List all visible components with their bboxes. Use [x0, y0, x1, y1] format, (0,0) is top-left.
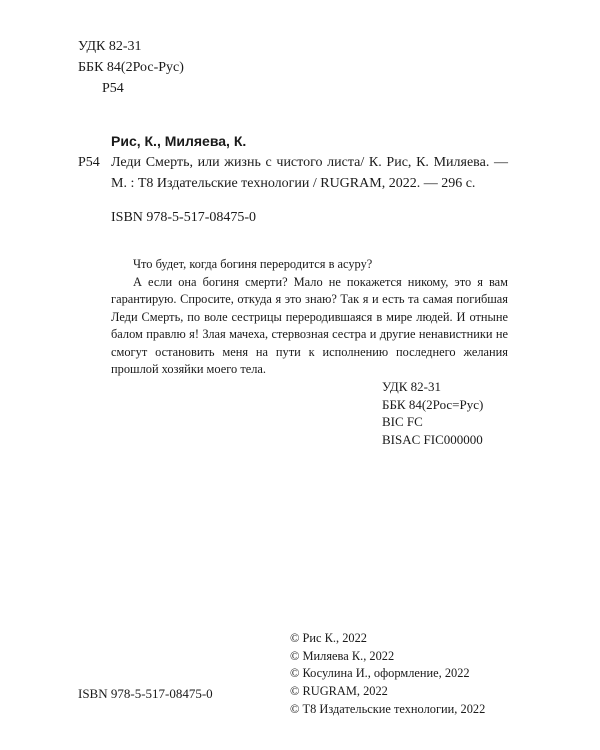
bibliographic-record	[78, 131, 508, 228]
isbn-bottom: ISBN 978-5-517-08475-0	[78, 686, 213, 701]
annotation-question: Что будет, когда богиня переродится в асуру?	[133, 257, 373, 271]
annotation	[111, 256, 508, 379]
record-authors: Рис, К., Миляева, К.	[111, 133, 247, 149]
classification-codes	[382, 378, 483, 448]
copyright-line: © Т8 Издательские технологии, 2022	[290, 701, 486, 716]
copyright-line: © Рис К., 2022	[290, 631, 367, 645]
bic-code: BIC FC	[382, 414, 423, 429]
annotation-body: А если она богиня смерти? Мало не покажется никому, это я вам гарантирую. Спросите, откуда я это знаю? Так я и есть та самая погибшая Леди Смерть, по воле сестрицы переродившаяся в мире людей. И отныне балом правлю я! Злая мачеха, стервозная сестра и другие ненавистники не смогут остановить меня на пути к исполнению последнего желания прошлой хозяйки моего тела.	[111, 274, 508, 376]
bbk-code-repeat: ББК 84(2Рос=Рус)	[382, 396, 484, 412]
record-description: Леди Смерть, или жизнь с чистого листа/ К. Рис, К. Миляева. — М. : Т8 Издательские технологии / RUGRAM, 2022. — 296 с.	[111, 155, 508, 191]
bisac-code: BISAC FIC000000	[382, 431, 483, 447]
udk-code: УДК 82-31	[78, 39, 142, 54]
copyright-line: © RUGRAM, 2022	[290, 684, 388, 699]
record-author-sign: Р54	[78, 155, 100, 170]
author-sign: Р54	[102, 81, 124, 96]
copyright-line: © Косулина И., оформление, 2022	[290, 666, 470, 681]
record-isbn: ISBN 978-5-517-08475-0	[111, 210, 257, 225]
copyright-line: © Миляева К., 2022	[290, 648, 395, 663]
top-classification-codes	[78, 36, 184, 99]
record-row	[78, 152, 508, 194]
bbk-code: ББК 84(2Рос-Рус)	[78, 60, 184, 75]
udk-code-repeat: УДК 82-31	[382, 379, 442, 394]
copyright-notices	[290, 630, 485, 719]
